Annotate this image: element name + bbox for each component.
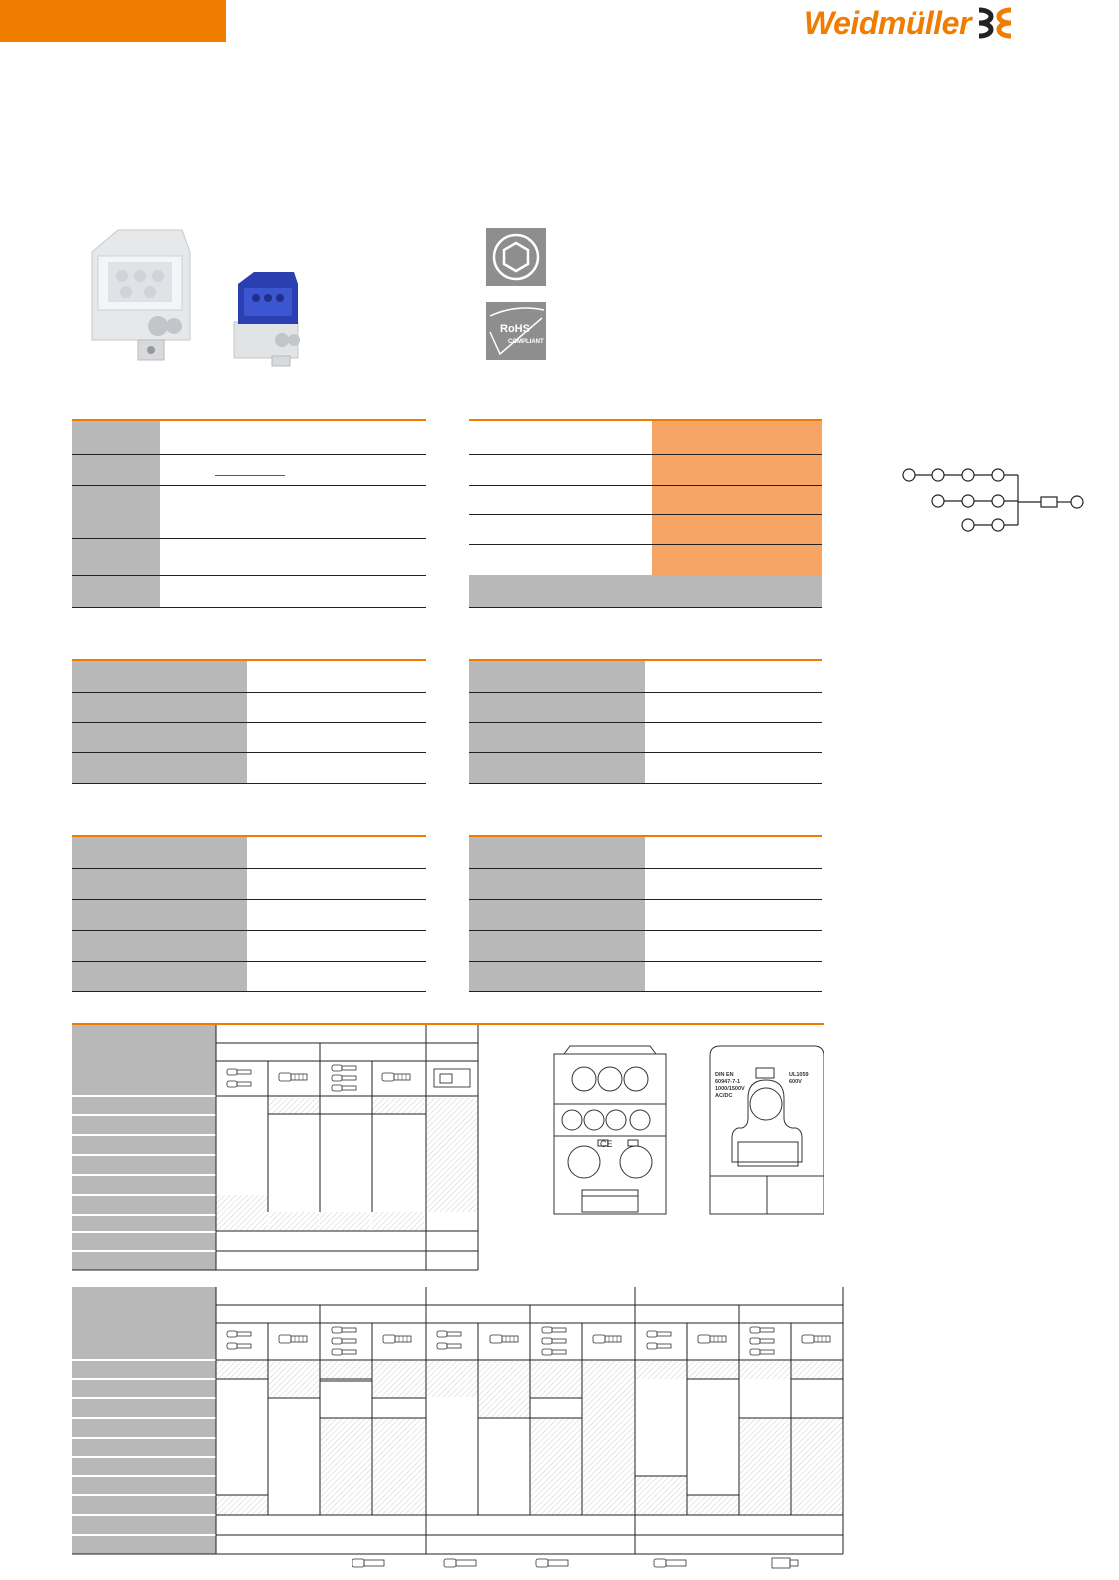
table-row xyxy=(469,837,822,869)
svg-text:RoHS: RoHS xyxy=(500,323,530,335)
brand-logo xyxy=(804,6,1015,40)
ferrule-insulated-icon xyxy=(382,1073,410,1081)
conductor-table-small xyxy=(72,1025,479,1273)
marking-din-en: DIN EN xyxy=(715,1072,734,1078)
table-row xyxy=(72,931,426,962)
table-row xyxy=(72,576,426,608)
header-accent-bar xyxy=(0,0,226,42)
table-row xyxy=(469,575,822,608)
wiring-diagram xyxy=(896,465,1086,535)
ferrule-double-icon xyxy=(227,1069,251,1087)
table-row xyxy=(469,753,822,784)
table-row xyxy=(469,421,822,455)
ferrule-single-icon xyxy=(279,1073,307,1081)
product-image-grey xyxy=(78,222,196,368)
product-image-blue xyxy=(232,268,304,368)
svg-text:COMPLIANT: COMPLIANT xyxy=(508,339,544,345)
table-row xyxy=(469,869,822,900)
dimension-drawing xyxy=(552,1044,824,1216)
table-row xyxy=(469,515,822,545)
table-row xyxy=(72,539,426,576)
table-row xyxy=(469,486,822,515)
table-row xyxy=(72,753,426,784)
footer-ferrule-legend xyxy=(352,1556,812,1570)
hexagon-drive-icon xyxy=(486,228,546,286)
ce-mark: CE xyxy=(600,1139,613,1149)
table-row xyxy=(469,900,822,931)
marking-acdc: AC/DC xyxy=(715,1093,733,1099)
table-row xyxy=(72,421,426,455)
ferrule-triple-icon xyxy=(332,1065,356,1091)
table-row xyxy=(469,693,822,723)
dimensions-table xyxy=(72,659,426,785)
weights-table xyxy=(469,659,822,785)
table-row xyxy=(72,693,426,723)
table-row xyxy=(469,962,822,992)
ordering-table xyxy=(469,419,822,608)
table-row xyxy=(469,723,822,753)
general-info-table xyxy=(72,419,426,608)
conductor-table-large xyxy=(72,1287,844,1555)
hyperlink-underline[interactable] xyxy=(215,475,285,476)
ferrule-icons-row xyxy=(227,1327,830,1355)
environment-table xyxy=(469,835,822,992)
table-row xyxy=(72,837,426,869)
rohs-compliant-icon xyxy=(486,302,546,360)
marking-voltage: 1000/1500V xyxy=(715,1086,745,1092)
marking-standard: 60947-7-1 xyxy=(715,1079,741,1085)
material-table xyxy=(72,835,426,992)
table-row xyxy=(72,661,426,693)
table-row xyxy=(72,486,426,539)
table-row xyxy=(72,900,426,931)
table-row xyxy=(469,931,822,962)
table-row xyxy=(469,545,822,575)
table-row xyxy=(469,455,822,486)
table-row xyxy=(72,869,426,900)
table-row xyxy=(469,661,822,693)
hexagon-drive-badge xyxy=(486,228,546,286)
table-row xyxy=(72,962,426,992)
brand-logo-text: Weidmüller xyxy=(804,5,971,41)
marking-ul-voltage: 600V xyxy=(789,1079,802,1085)
solid-conductor-icon xyxy=(434,1069,470,1087)
rohs-badge xyxy=(486,302,546,360)
brand-logo-icon xyxy=(975,6,1015,40)
table-row xyxy=(72,723,426,753)
marking-ul: UL1059 xyxy=(789,1072,809,1078)
table-row xyxy=(72,455,426,486)
